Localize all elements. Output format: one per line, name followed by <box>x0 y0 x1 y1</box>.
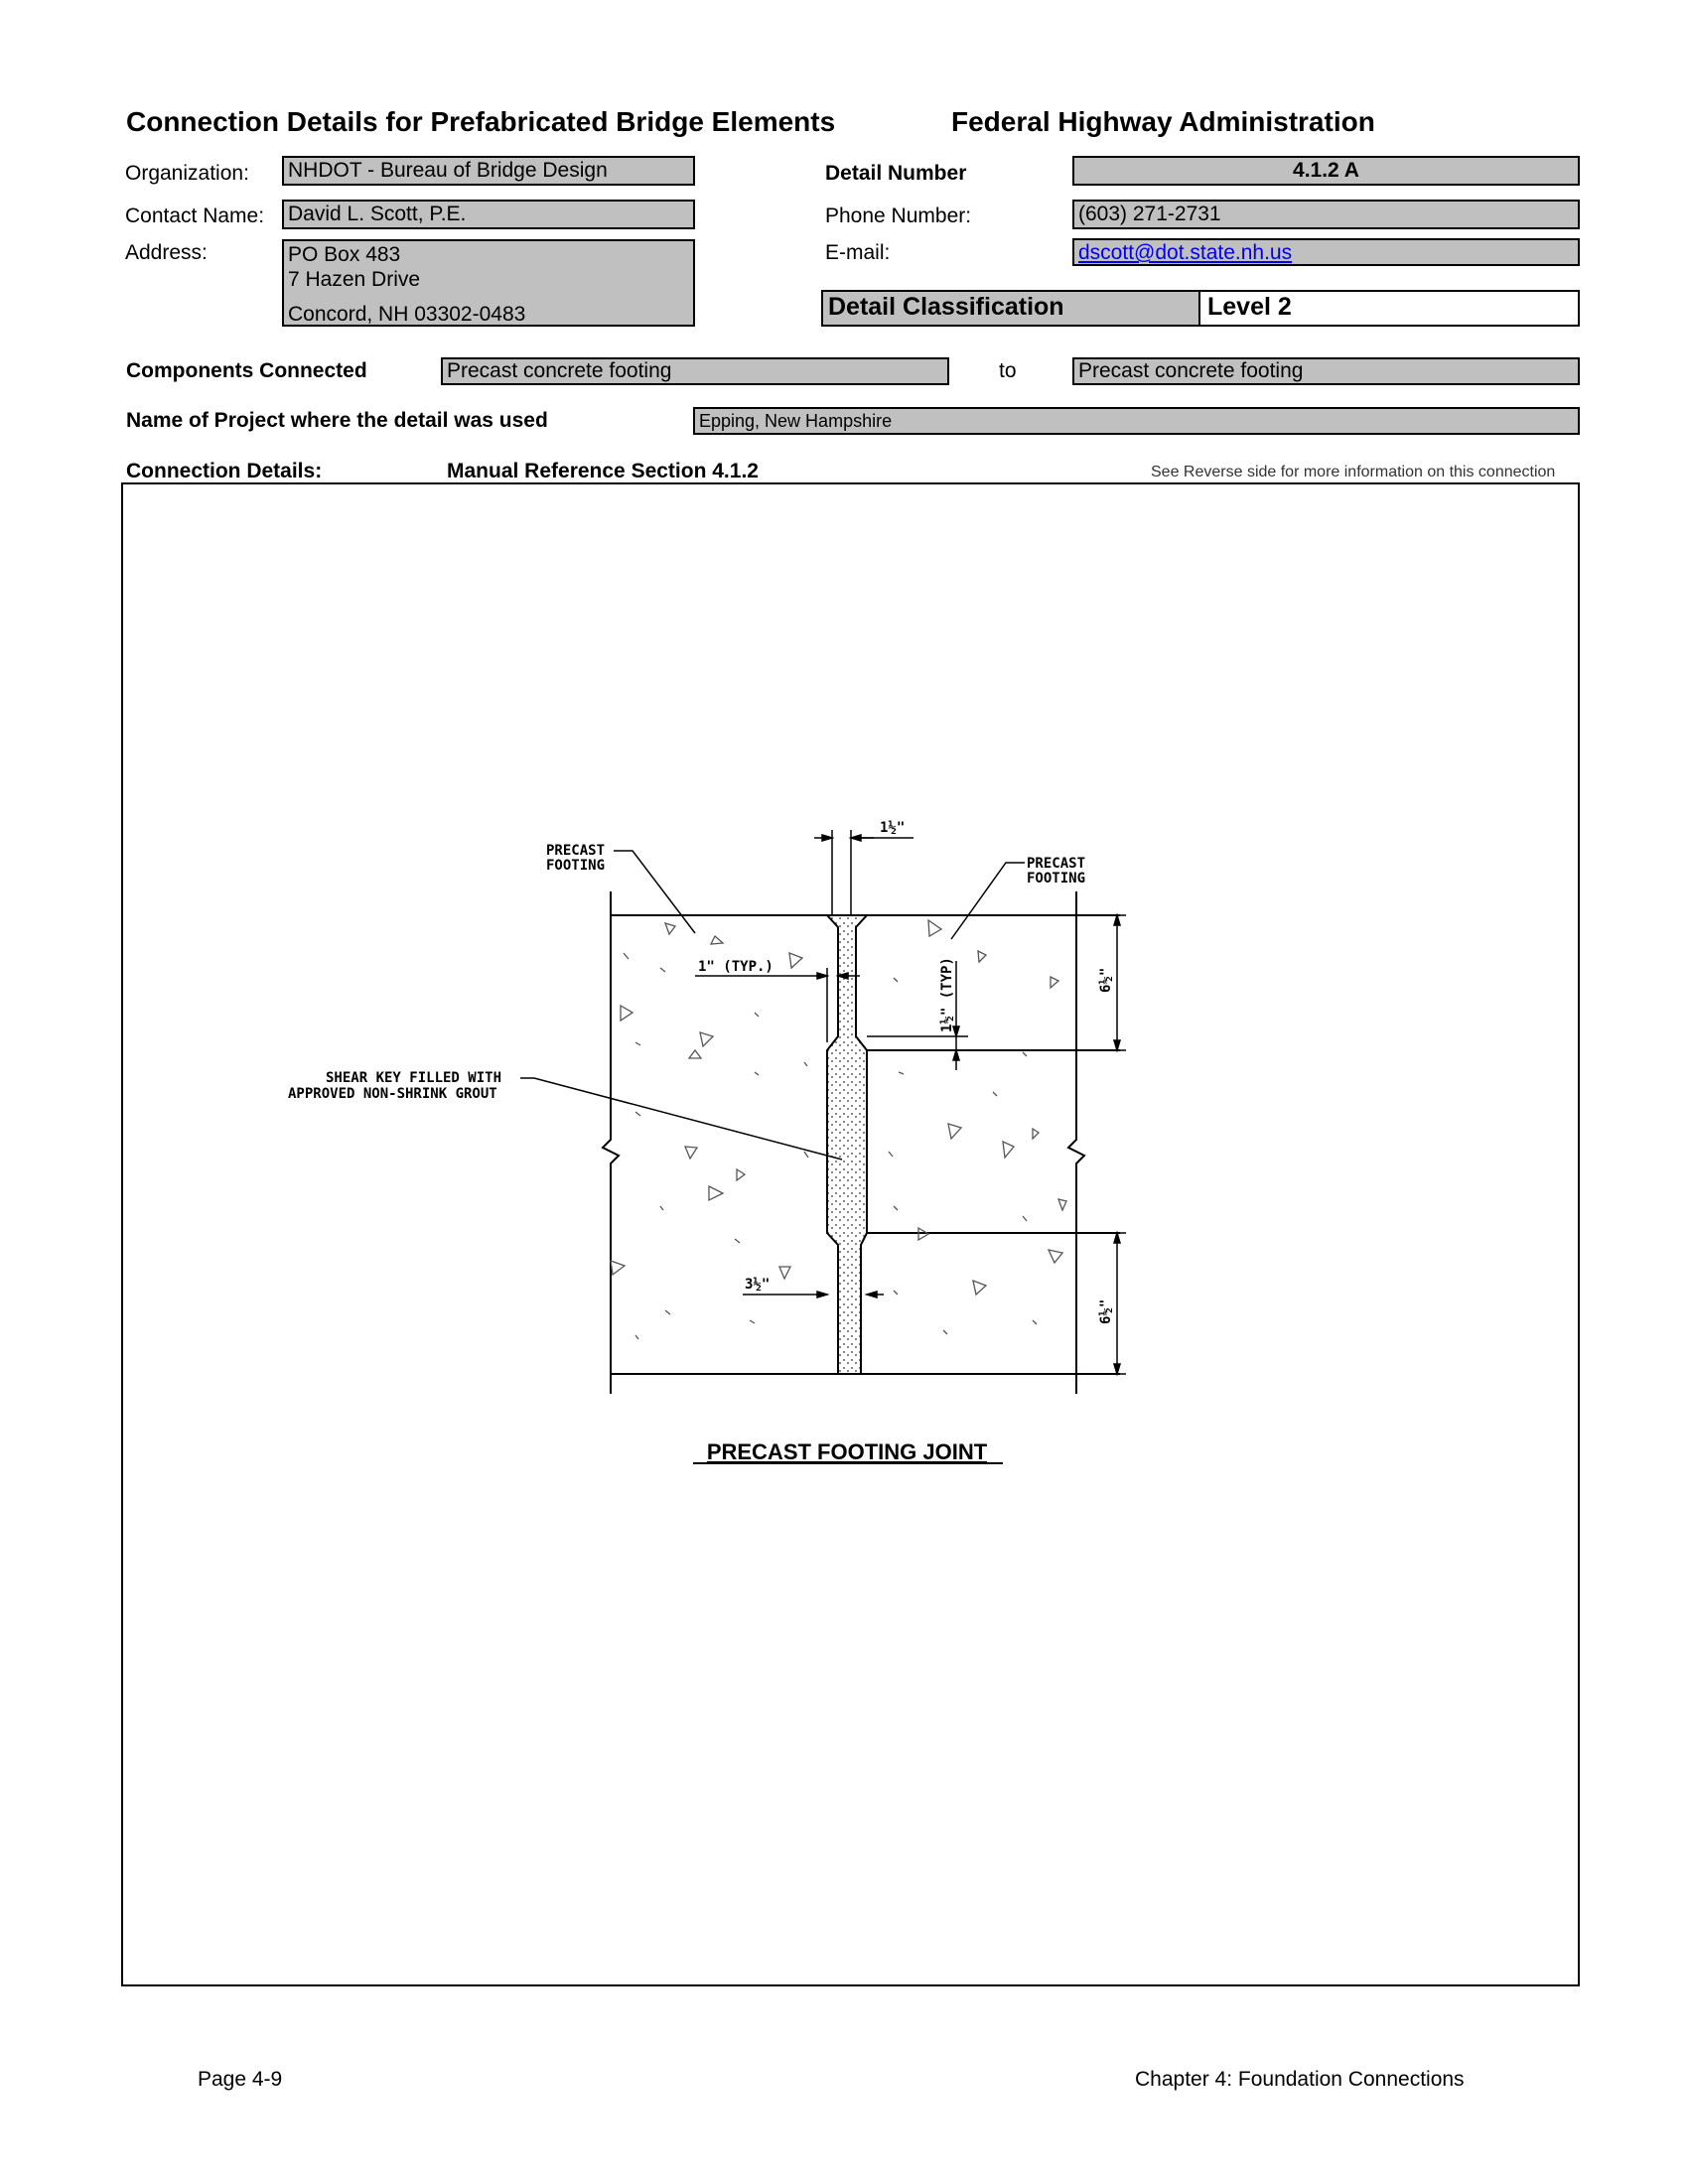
project-label: Name of Project where the detail was used <box>126 409 548 432</box>
dim-right-bottom-text: 6½" <box>1098 1298 1114 1324</box>
component-to-field: Precast concrete footing <box>1072 357 1580 385</box>
manual-reference: Manual Reference Section 4.1.2 <box>447 460 759 482</box>
top-dimension <box>814 830 914 915</box>
leader-shear-key <box>520 1078 842 1160</box>
leader-left <box>614 851 695 933</box>
label-shear-key-1: SHEAR KEY FILLED WITH <box>326 1070 502 1086</box>
classification-label: Detail Classification <box>823 292 1200 325</box>
phone-label: Phone Number: <box>825 205 972 227</box>
components-label: Components Connected <box>126 359 367 382</box>
dim-bottom-text: 3½" <box>745 1277 771 1293</box>
leader-right <box>951 863 1025 939</box>
document-title: Connection Details for Prefabricated Bridge Elements <box>126 106 836 137</box>
address-line-3: Concord, NH 03302-0483 <box>288 303 526 326</box>
contact-field: David L. Scott, P.E. <box>282 200 695 229</box>
footer-page: Page 4-9 <box>198 2068 283 2091</box>
address-label: Address: <box>125 241 208 264</box>
label-precast-right-1: PRECAST <box>1027 856 1086 872</box>
organization-field: NHDOT - Bureau of Bridge Design <box>282 156 695 186</box>
project-field: Epping, New Hampshire <box>693 407 1580 435</box>
component-from-field: Precast concrete footing <box>441 357 949 385</box>
phone-field: (603) 271-2731 <box>1072 200 1580 229</box>
label-precast-left-1: PRECAST <box>546 843 606 859</box>
organization-label: Organization: <box>125 162 249 185</box>
grout-joint <box>827 915 867 1374</box>
dim-typ <box>695 968 860 1042</box>
drawing-caption: PRECAST FOOTING JOINT <box>706 1439 988 1464</box>
classification-value: Level 2 <box>1207 293 1292 321</box>
email-link[interactable]: dscott@dot.state.nh.us <box>1078 241 1293 264</box>
email-label: E-mail: <box>825 241 891 264</box>
agency-title: Federal Highway Administration <box>951 106 1375 137</box>
right-footing <box>861 891 1120 1394</box>
dim-typ-text: 1" (TYP.) <box>698 959 774 975</box>
reverse-note: See Reverse side for more information on this connection <box>1151 464 1556 480</box>
dim-right-top-text: 6½" <box>1098 967 1114 993</box>
connection-details-label: Connection Details: <box>126 460 323 482</box>
label-precast-right-2: FOOTING <box>1027 871 1086 887</box>
dim-top-text: 1½" <box>880 820 906 836</box>
address-line-1: PO Box 483 <box>288 243 401 266</box>
label-precast-left-2: FOOTING <box>546 858 606 874</box>
footer-chapter: Chapter 4: Foundation Connections <box>1135 2068 1465 2091</box>
detail-number-label: Detail Number <box>825 162 967 185</box>
label-shear-key-2: APPROVED NON-SHRINK GROUT <box>288 1086 497 1102</box>
detail-number-field: 4.1.2 A <box>1072 156 1580 186</box>
contact-label: Contact Name: <box>125 205 265 227</box>
dim-vert-typ-text: 1½" (TYP) <box>939 957 955 1032</box>
address-line-2: 7 Hazen Drive <box>288 268 421 291</box>
to-label: to <box>999 359 1017 382</box>
